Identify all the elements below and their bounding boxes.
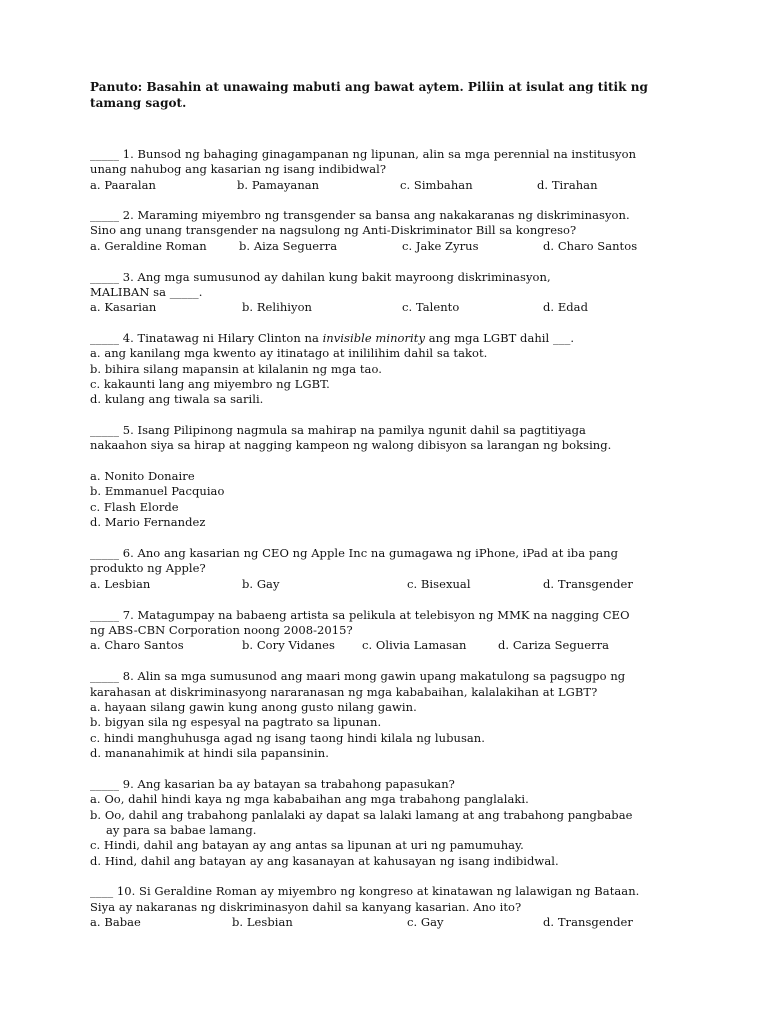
- question-3-choice-d: d. Edad: [543, 300, 588, 314]
- question-9-choice-d: d. Hind, dahil ang batayan ay ang kasanayan at kahusayan ng isang indibidwal.: [90, 854, 559, 868]
- question-6-choice-a: a. Lesbian: [90, 577, 151, 591]
- question-8-stem-line-2: karahasan at diskriminasyong nararanasan ng mga kababaihan, kalalakihan at LGBT?: [90, 685, 598, 699]
- question-10-stem-line-1: ____ 10. Si Geraldine Roman ay miyembro ng kongreso at kinatawan ng lalawigan ng Bataan.: [90, 884, 640, 898]
- question-2-stem-line-1: _____ 2. Maraming miyembro ng transgender sa bansa ang nakakaranas ng diskriminasyon.: [90, 208, 630, 222]
- instructions-line-2: tamang sagot.: [90, 96, 187, 110]
- question-6-stem-line-2: produkto ng Apple?: [90, 561, 206, 575]
- question-6-choice-b: b. Gay: [242, 577, 280, 591]
- question-6-choice-d: d. Transgender: [543, 577, 633, 591]
- question-7-choice-a: a. Charo Santos: [90, 638, 184, 652]
- question-4-choice-b: b. bihira silang mapansin at kilalanin ng mga tao.: [90, 362, 382, 376]
- question-8-stem-line-1: _____ 8. Alin sa mga sumusunod ang maari mong gawin upang makatulong sa pagsugpo ng: [90, 669, 626, 683]
- question-4-stem: [90, 331, 574, 346]
- question-5-choice-b: b. Emmanuel Pacquiao: [90, 484, 225, 498]
- question-1-stem-line-1: _____ 1. Bunsod ng bahaging ginagampanan ng lipunan, alin sa mga perennial na institusyon: [90, 147, 637, 161]
- question-4-choice-d: d. kulang ang tiwala sa sarili.: [90, 392, 264, 406]
- question-10-choice-b: b. Lesbian: [232, 915, 293, 929]
- question-6-stem-line-1: _____ 6. Ano ang kasarian ng CEO ng Apple Inc na gumagawa ng iPhone, iPad at iba pang: [90, 546, 619, 560]
- question-9-stem: _____ 9. Ang kasarian ba ay batayan sa trabahong papasukan?: [90, 777, 455, 791]
- question-3-choice-c: c. Talento: [402, 300, 460, 314]
- question-9-choice-a: a. Oo, dahil hindi kaya ng mga kababaihan ang mga trabahong panglalaki.: [90, 792, 529, 806]
- question-1-choice-a: a. Paaralan: [90, 178, 156, 192]
- instructions-line-1: Panuto: Basahin at unawaing mabuti ang bawat aytem. Piliin at isulat ang titik ng: [90, 80, 648, 94]
- question-5-choice-a: a. Nonito Donaire: [90, 469, 195, 483]
- question-4-stem-pre: _____ 4. Tinatawag ni Hilary Clinton na: [90, 331, 323, 345]
- question-8-choice-d: d. mananahimik at hindi sila papansinin.: [90, 746, 329, 760]
- question-2-choice-d: d. Charo Santos: [543, 239, 638, 253]
- question-9-choice-b-line-2: ay para sa babae lamang.: [106, 823, 257, 837]
- question-4-choice-c: c. kakaunti lang ang miyembro ng LGBT.: [90, 377, 330, 391]
- question-3-stem-line-2: MALIBAN sa _____.: [90, 285, 203, 299]
- question-1-choice-b: b. Pamayanan: [237, 178, 320, 192]
- question-9-choice-c: c. Hindi, dahil ang batayan ay ang antas sa lipunan at uri ng pamumuhay.: [90, 838, 524, 852]
- question-10-choice-d: d. Transgender: [543, 915, 633, 929]
- question-3-choice-a: a. Kasarian: [90, 300, 157, 314]
- question-9-choice-b-line-1: b. Oo, dahil ang trabahong panlalaki ay dapat sa lalaki lamang at ang trabahong pangbabae: [90, 808, 633, 822]
- question-8-choice-c: c. hindi manghuhusga agad ng isang taong hindi kilala ng lubusan.: [90, 731, 485, 745]
- question-5-stem-line-2: nakaahon siya sa hirap at nagging kampeon ng walong dibisyon sa larangan ng boksing.: [90, 438, 612, 452]
- question-7-stem-line-1: _____ 7. Matagumpay na babaeng artista sa pelikula at telebisyon ng MMK na nagging CEO: [90, 608, 630, 622]
- question-10-stem-line-2: Siya ay nakaranas ng diskriminasyon dahil sa kanyang kasarian. Ano ito?: [90, 900, 522, 914]
- question-7-stem-line-2: ng ABS-CBN Corporation noong 2008-2015?: [90, 623, 353, 637]
- question-2-choice-c: c. Jake Zyrus: [402, 239, 479, 253]
- question-7-choice-d: d. Cariza Seguerra: [498, 638, 610, 652]
- question-7-choice-b: b. Cory Vidanes: [242, 638, 335, 652]
- question-10-choice-c: c. Gay: [407, 915, 444, 929]
- question-4-choice-a: a. ang kanilang mga kwento ay itinatago at inililihim dahil sa takot.: [90, 346, 488, 360]
- question-10-choice-a: a. Babae: [90, 915, 141, 929]
- question-4-stem-emphasis: invisible minority: [322, 331, 426, 345]
- question-5-choice-c: c. Flash Elorde: [90, 500, 179, 514]
- question-2-stem-line-2: Sino ang unang transgender na nagsulong ng Anti-Diskriminator Bill sa kongreso?: [90, 223, 577, 237]
- question-1-choice-c: c. Simbahan: [400, 178, 473, 192]
- question-2-choice-a: a. Geraldine Roman: [90, 239, 207, 253]
- question-5-choice-d: d. Mario Fernandez: [90, 515, 206, 529]
- question-3-choice-b: b. Relihiyon: [242, 300, 313, 314]
- question-8-choice-a: a. hayaan silang gawin kung anong gusto nilang gawin.: [90, 700, 417, 714]
- question-1-stem-line-2: unang nahubog ang kasarian ng isang indibidwal?: [90, 162, 387, 176]
- question-6-choice-c: c. Bisexual: [407, 577, 471, 591]
- question-3-stem-line-1: _____ 3. Ang mga sumusunod ay dahilan kung bakit mayroong diskriminasyon,: [90, 270, 551, 284]
- question-8-choice-b: b. bigyan sila ng espesyal na pagtrato sa lipunan.: [90, 715, 382, 729]
- question-1-choice-d: d. Tirahan: [537, 178, 598, 192]
- question-5-stem-line-1: _____ 5. Isang Pilipinong nagmula sa mahirap na pamilya ngunit dahil sa pagtitiyaga: [90, 423, 586, 437]
- question-4-stem-post: ang mga LGBT dahil ___.: [425, 331, 575, 345]
- question-7-choice-c: c. Olivia Lamasan: [362, 638, 467, 652]
- question-2-choice-b: b. Aiza Seguerra: [239, 239, 338, 253]
